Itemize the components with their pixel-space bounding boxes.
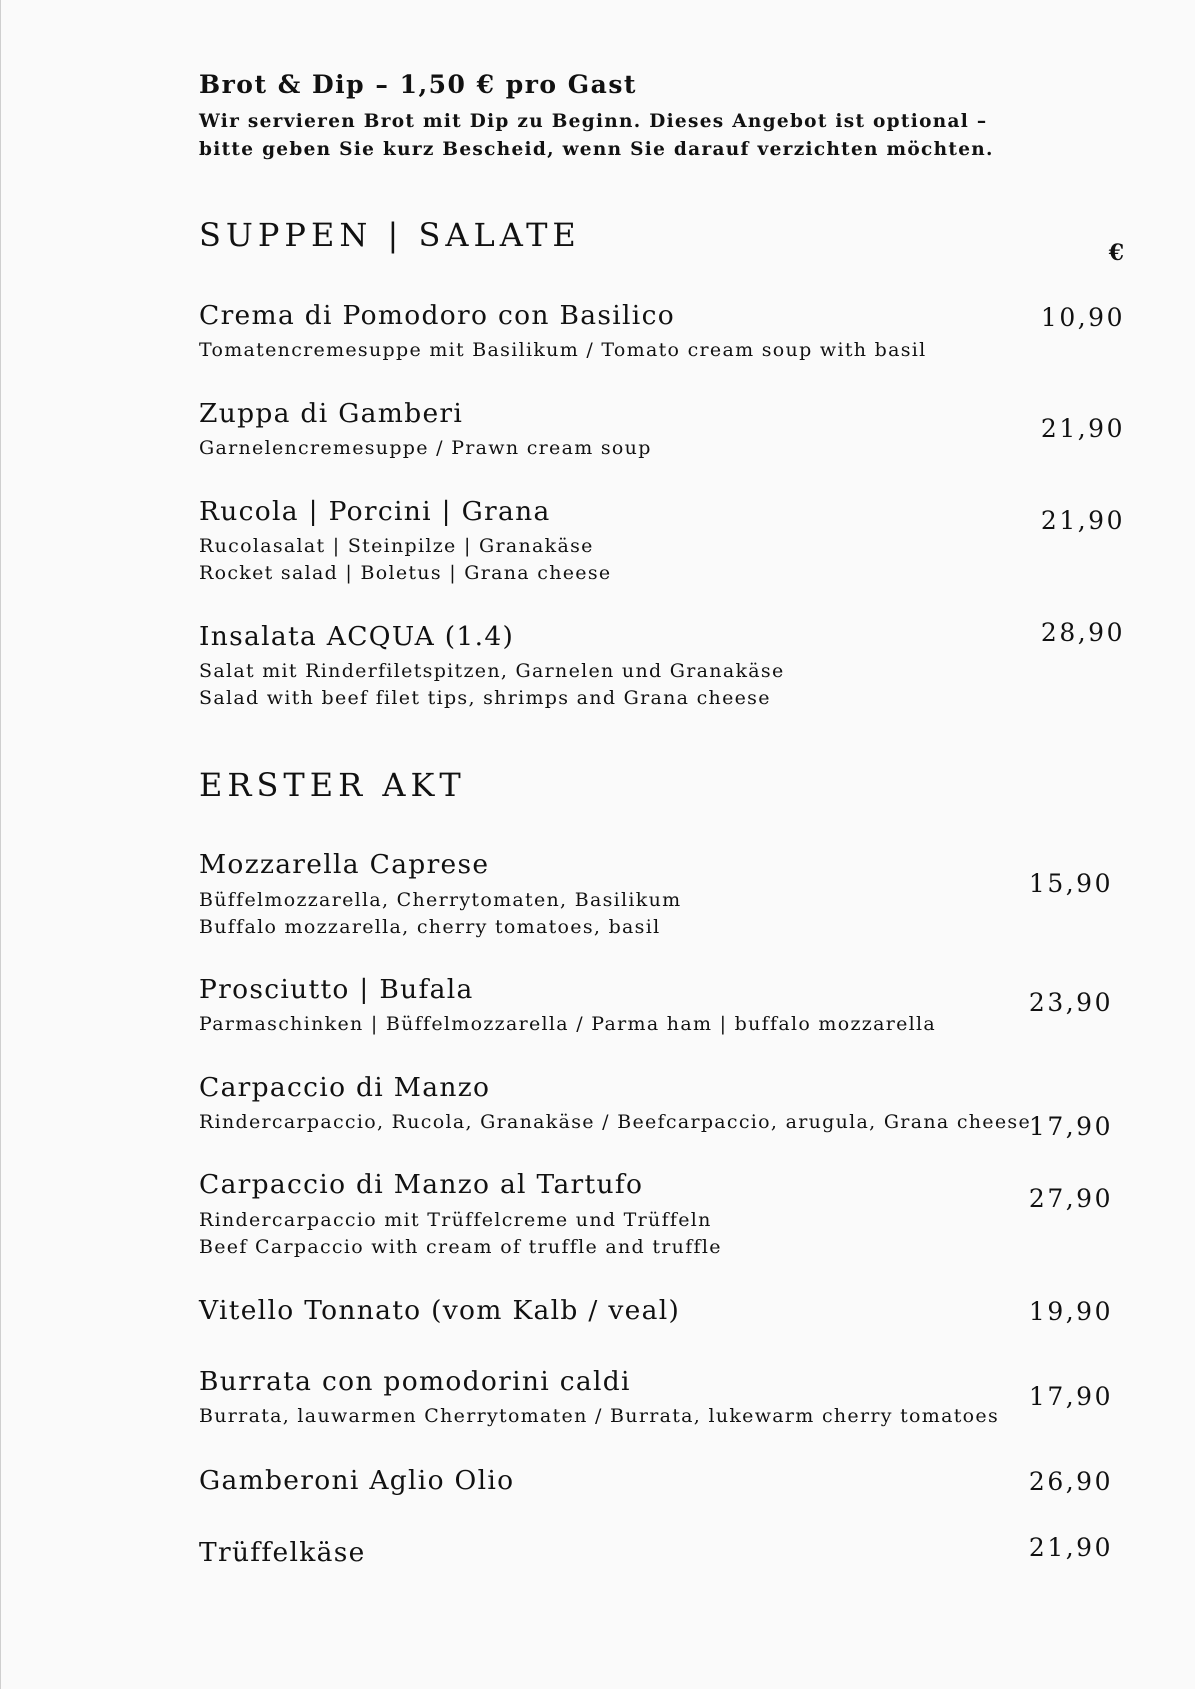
dish-price: 28,90: [1040, 618, 1125, 647]
dish-name: Prosciutto | Bufala: [199, 974, 474, 1005]
dish-name: Zuppa di Gamberi: [199, 398, 464, 429]
dish-price: 21,90: [1040, 506, 1125, 535]
dish-price: 15,90: [1028, 869, 1113, 898]
dish-description: Rindercarpaccio mit Trüffelcreme und Trüffeln: [199, 1209, 712, 1231]
dish-name: Mozzarella Caprese: [199, 849, 490, 880]
dish-description: Garnelencremesuppe / Prawn cream soup: [199, 437, 652, 459]
section-title-erster-akt: ERSTER AKT: [199, 766, 466, 804]
dish-description-english: Beef Carpaccio with cream of truffle and truffle: [199, 1236, 722, 1258]
dish-description: Büffelmozzarella, Cherrytomaten, Basilikum: [199, 889, 682, 911]
dish-description: Parmaschinken | Büffelmozzarella / Parma ham | buffalo mozzarella: [199, 1013, 937, 1035]
dish-name: Trüffelkäse: [199, 1537, 366, 1568]
dish-price: 23,90: [1028, 988, 1113, 1017]
dish-price: 26,90: [1028, 1467, 1113, 1496]
bread-dip-note-line-1: Wir servieren Brot mit Dip zu Beginn. Dieses Angebot ist optional –: [199, 111, 988, 132]
dish-description-english: Salad with beef filet tips, shrimps and Grana cheese: [199, 687, 771, 709]
dish-description: Rucolasalat | Steinpilze | Granakäse: [199, 535, 594, 557]
section-title-suppen-salate: SUPPEN | SALATE: [199, 216, 581, 254]
dish-description: Tomatencremesuppe mit Basilikum / Tomato cream soup with basil: [199, 339, 927, 361]
dish-description: Rindercarpaccio, Rucola, Granakäse / Beefcarpaccio, arugula, Grana cheese: [199, 1111, 1031, 1133]
dish-price: 21,90: [1028, 1533, 1113, 1562]
dish-name: Carpaccio di Manzo: [199, 1072, 491, 1103]
dish-name: Carpaccio di Manzo al Tartufo: [199, 1169, 644, 1200]
dish-price: 10,90: [1040, 303, 1125, 332]
dish-name: Rucola | Porcini | Grana: [199, 496, 551, 527]
currency-header: €: [1108, 240, 1124, 266]
dish-price: 17,90: [1028, 1112, 1113, 1141]
dish-description: Salat mit Rinderfiletspitzen, Garnelen und Granakäse: [199, 660, 785, 682]
dish-description-english: Buffalo mozzarella, cherry tomatoes, basil: [199, 916, 661, 938]
dish-price: 17,90: [1028, 1382, 1113, 1411]
dish-price: 21,90: [1040, 414, 1125, 443]
dish-name: Burrata con pomodorini caldi: [199, 1366, 631, 1397]
dish-name: Insalata ACQUA (1.4): [199, 621, 515, 652]
dish-name: Vitello Tonnato (vom Kalb / veal): [199, 1295, 681, 1326]
dish-description-english: Rocket salad | Boletus | Grana cheese: [199, 562, 612, 584]
dish-description: Burrata, lauwarmen Cherrytomaten / Burrata, lukewarm cherry tomatoes: [199, 1405, 999, 1427]
bread-dip-note-line-2: bitte geben Sie kurz Bescheid, wenn Sie darauf verzichten möchten.: [199, 139, 994, 160]
dish-name: Crema di Pomodoro con Basilico: [199, 300, 675, 331]
dish-name: Gamberoni Aglio Olio: [199, 1465, 515, 1496]
dish-price: 19,90: [1028, 1297, 1113, 1326]
dish-price: 27,90: [1028, 1184, 1113, 1213]
bread-dip-title: Brot & Dip – 1,50 € pro Gast: [199, 70, 637, 99]
